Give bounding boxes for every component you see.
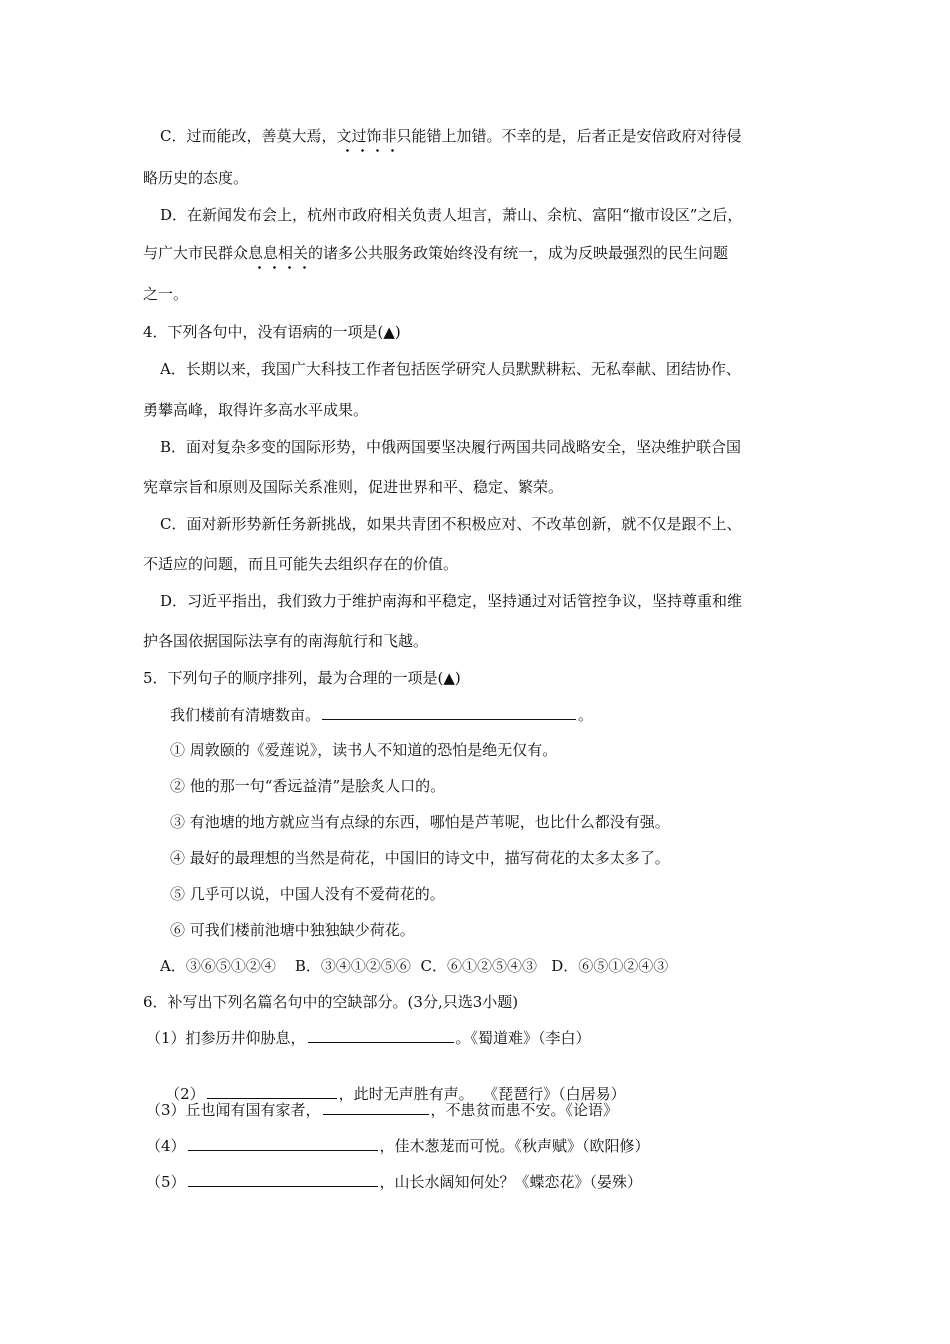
q6-item-3 <box>146 1100 618 1120</box>
q6-item-5-text-a: （5） <box>146 1173 186 1191</box>
q6-item-1-text-b: 。《蜀道难》（李白） <box>455 1029 591 1047</box>
q6-item-4-blank[interactable] <box>188 1136 378 1151</box>
q3-c-dotted-phrase: 文过饰非 <box>336 127 397 145</box>
q4-option-d-line2: 护各国依据国际法享有的南海航行和飞越。 <box>143 632 429 650</box>
q3-d-text-a: 与广大市民群众 <box>143 244 249 262</box>
q4-stem: 4．下列各句中，没有语病的一项是(▲) <box>143 323 401 341</box>
q5-sentence-3: ③ 有池塘的地方就应当有点绿的东西，哪怕是芦苇呢，也比什么都没有强。 <box>170 813 670 831</box>
q6-item-2-blank[interactable] <box>207 1084 337 1099</box>
q4-option-d-line1: D．习近平指出，我们致力于维护南海和平稳定，坚持通过对话管控争议，坚持尊重和维 <box>160 592 743 610</box>
q3-option-d-line1: D．在新闻发布会上，杭州市政府相关负责人坦言，萧山、余杭、富阳“撤市设区”之后， <box>160 206 743 224</box>
q4-option-a-line1: A．长期以来，我国广大科技工作者包括医学研究人员默默耕耘、无私奉献、团结协作、 <box>160 360 741 378</box>
q4-option-c-line1: C．面对新形势新任务新挑战，如果共青团不积极应对、不改革创新，就不仅是跟不上、 <box>160 515 742 533</box>
q3-option-d-line3: 之一。 <box>143 285 189 303</box>
q5-options: A．③⑥⑤①②④ B．③④①②⑤⑥ C．⑥①②⑤④③ D．⑥⑤①②④③ <box>160 957 669 975</box>
q4-option-b-line1: B．面对复杂多变的国际形势，中俄两国要坚决履行两国共同战略安全，坚决维护联合国 <box>160 438 742 456</box>
q4-option-b-line2: 宪章宗旨和原则及国际关系准则，促进世界和平、稳定、繁荣。 <box>143 478 564 496</box>
q6-item-1-blank[interactable] <box>308 1028 454 1043</box>
q4-option-c-line2: 不适应的问题，而且可能失去组织存在的价值。 <box>143 555 459 573</box>
q5-stem: 5．下列句子的顺序排列，最为合理的一项是(▲) <box>143 669 461 687</box>
q6-item-5-text-b: ，山长水阔知何处？《蝶恋花》（晏殊） <box>379 1173 643 1191</box>
q6-item-3-blank[interactable] <box>323 1100 429 1115</box>
q3-d-text-b: 的诸多公共服务政策始终没有统一，成为反映最强烈的民生问题 <box>308 244 729 262</box>
q5-sentence-2: ② 他的那一句“香远益清”是脍炙人口的。 <box>170 777 446 795</box>
q6-item-3-text-a: （3）丘也闻有国有家者， <box>146 1101 321 1119</box>
q6-item-1 <box>146 1028 591 1048</box>
q3-c-text-b: 只能错上加错。不幸的是，后者正是安倍政府对待侵 <box>396 127 742 145</box>
q3-option-d-line2 <box>143 243 728 263</box>
q6-item-1-text-a: （1）扪参历井仰胁息， <box>146 1029 306 1047</box>
q6-stem: 6．补写出下列名篇名句中的空缺部分。(3分,只选3小题) <box>143 993 519 1011</box>
q5-lead-end: 。 <box>578 706 594 724</box>
q5-answer-blank[interactable] <box>322 705 576 720</box>
q6-item-4-text-a: （4） <box>146 1137 186 1155</box>
q3-option-c-line2: 略历史的态度。 <box>143 169 249 187</box>
q6-item-4 <box>146 1136 650 1156</box>
q3-option-c-line1 <box>160 126 742 146</box>
q5-sentence-1: ① 周敦颐的《爱莲说》，读书人不知道的恐怕是绝无仅有。 <box>170 741 558 759</box>
q6-item-2-text-a: （2） <box>165 1085 205 1103</box>
q5-lead-text: 我们楼前有清塘数亩。 <box>170 706 321 724</box>
q6-item-4-text-b: ，佳木葱茏而可悦。《秋声赋》（欧阳修） <box>379 1137 650 1155</box>
q6-item-3-text-b: ，不患贫而患不安。《论语》 <box>430 1101 619 1119</box>
q6-item-5-blank[interactable] <box>188 1172 378 1187</box>
q6-item-2-text-b: ，此时无声胜有声。 《琵琶行》（白居易） <box>338 1085 626 1103</box>
q6-item-5 <box>146 1172 642 1192</box>
q4-option-a-line2: 勇攀高峰，取得许多高水平成果。 <box>143 401 369 419</box>
q5-sentence-5: ⑤ 几乎可以说，中国人没有不爱荷花的。 <box>170 885 445 903</box>
q5-sentence-6: ⑥ 可我们楼前池塘中独独缺少荷花。 <box>170 921 415 939</box>
q5-lead-sentence <box>170 705 593 725</box>
q3-d-dotted-phrase: 息息相关 <box>248 244 309 262</box>
q5-sentence-4: ④ 最好的最理想的当然是荷花，中国旧的诗文中，描写荷花的太多太多了。 <box>170 849 670 867</box>
q3-c-text-a: C．过而能改，善莫大焉， <box>160 127 337 145</box>
